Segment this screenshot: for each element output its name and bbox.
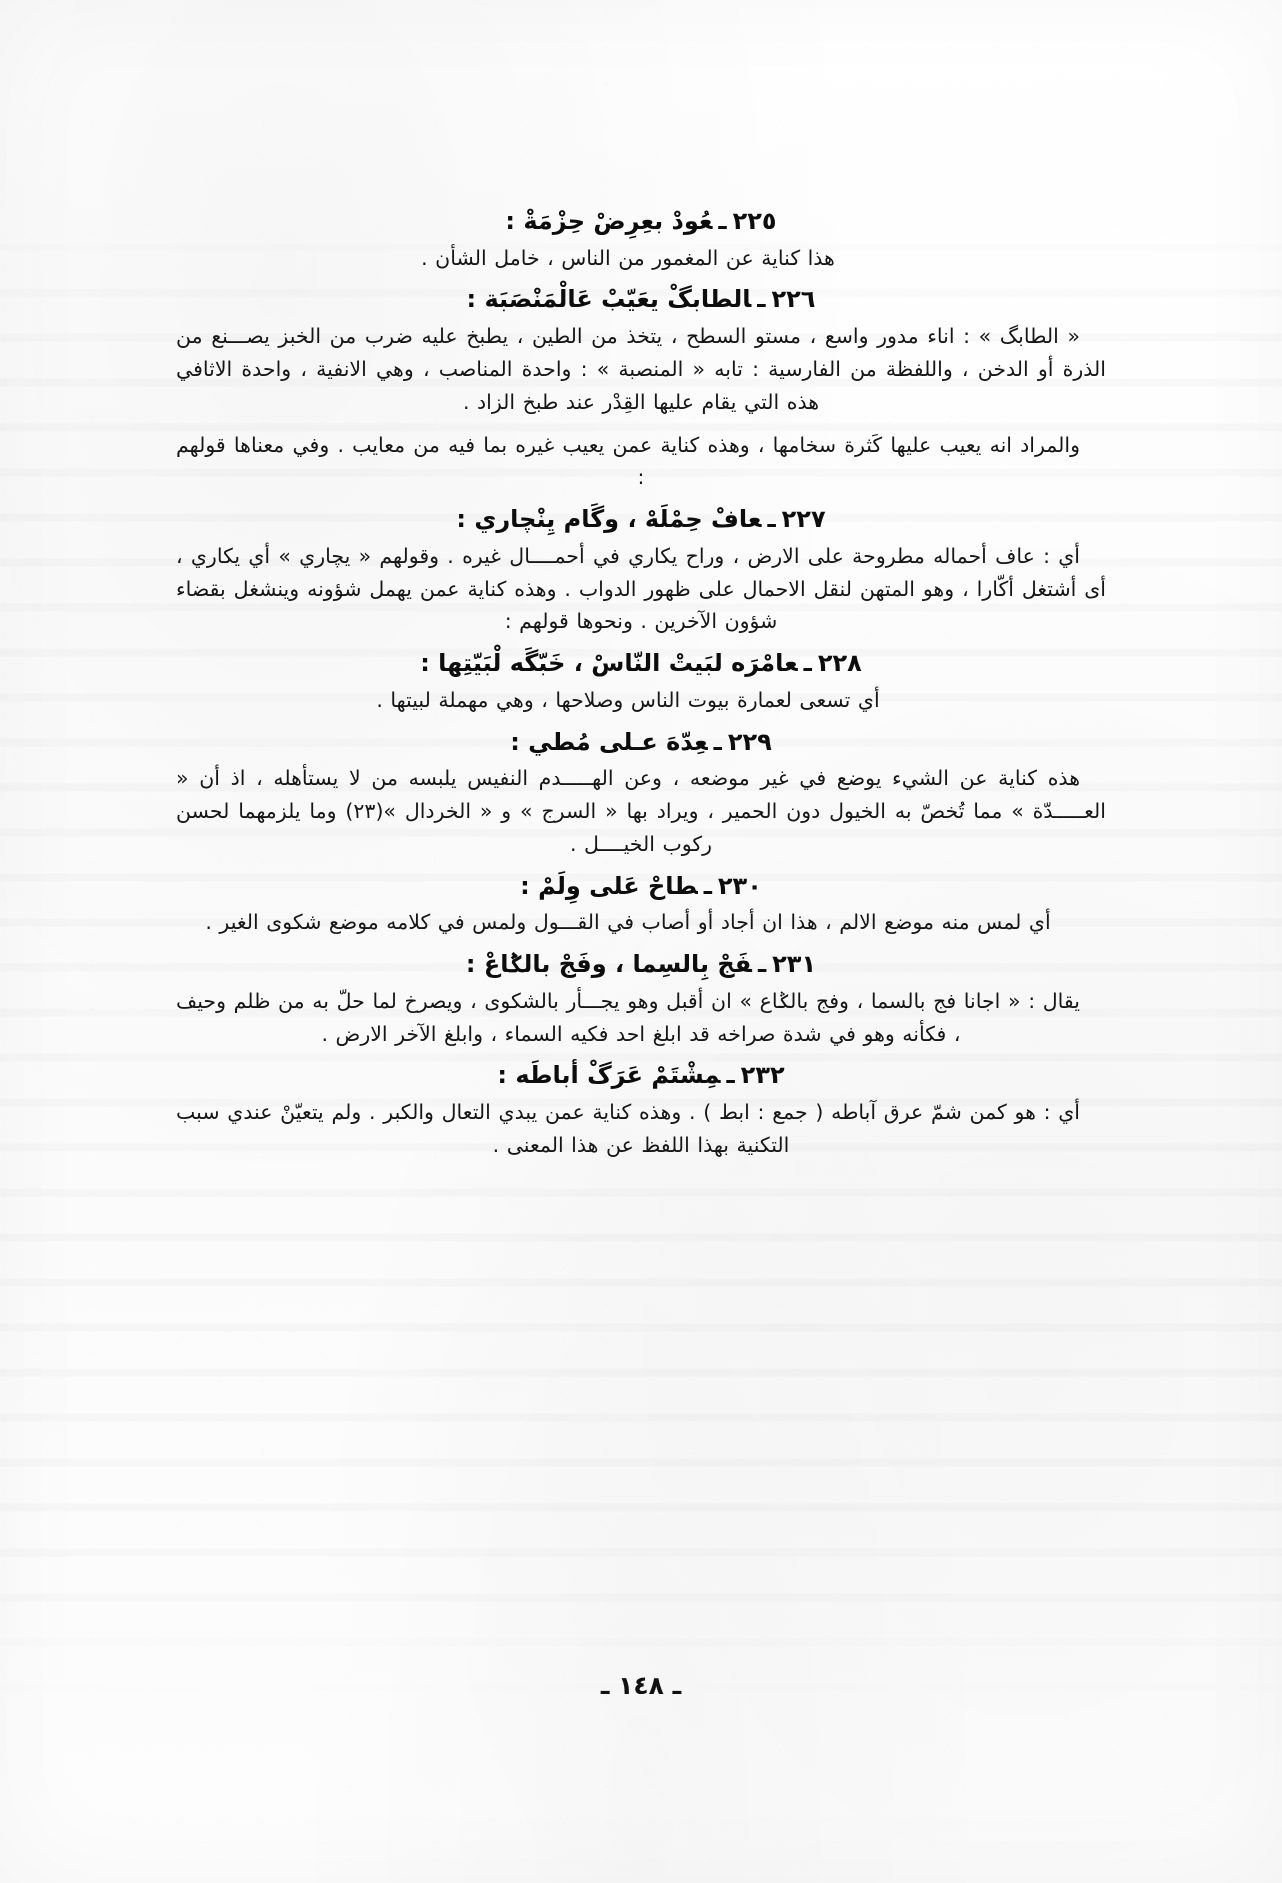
entry-number: ٢٣٢ — [740, 1061, 785, 1090]
entry-heading — [176, 504, 1106, 536]
entry-title: طاحْ عَلى وِلَمْ : — [520, 871, 698, 900]
entry-number: ٢٢٨ — [817, 649, 862, 678]
dictionary-entry — [176, 727, 1106, 861]
entry-title: الطابگْ يعَيّبْ عَالْمَنْصَبَة : — [466, 285, 752, 314]
dictionary-entry — [176, 871, 1106, 939]
entry-paragraph: أي لمس منه موضع الالم ، هذا ان أجاد أو أصاب في القـــول ولمس في كلامه موضع شكوى الغير . — [205, 910, 1051, 935]
entry-number: ٢٣٠ — [717, 871, 762, 900]
dictionary-entry — [176, 206, 1106, 274]
dictionary-entry — [176, 284, 1106, 494]
entry-dash: ـ — [757, 950, 767, 979]
entry-title: عامْرَه لبَيتْ النّاسْ ، خَبّگَه لْبَيّتِها : — [420, 649, 798, 678]
entry-paragraph: أي تسعى لعمارة بيوت الناس وصلاحها ، وهي مهملة لبيتها . — [376, 687, 880, 712]
entry-dash: ـ — [803, 649, 812, 678]
entry-paragraph: « الطابگ » : اناء مدور واسع ، مستو السطح ، يتخذ من الطين ، يطبخ عليه ضرب من الخبز يصـــنع من الذرة أو الدخن ، واللفظة من الفارسية : تابه « المنصبة » : واحدة المناصب ، وهي الانفية ، واحدة الاثافي هذه التي يقام عليها القِدْر عند طبخ الزاد . — [176, 324, 1106, 414]
entry-dash: ـ — [718, 207, 727, 235]
entry-heading — [176, 871, 1106, 903]
dictionary-entry — [176, 504, 1106, 638]
entry-title: عُودْ بعِرِضْ حِزْمَةْ : — [505, 207, 713, 235]
entry-heading — [176, 1060, 1106, 1092]
entry-title: عافْ حِمْلَهْ ، وگَام يِنْچاري : — [456, 505, 762, 534]
entry-dash: ـ — [757, 285, 766, 314]
entry-dash: ـ — [713, 727, 722, 756]
entry-number: ٢٣١ — [772, 950, 817, 979]
page-number: ـ ١٤٨ ـ — [600, 1671, 682, 1700]
entry-number: ٢٢٩ — [727, 727, 772, 756]
entry-heading — [176, 648, 1106, 680]
entry-title: مِشْتَمْ عَرَگْ أباطَه : — [497, 1061, 721, 1090]
entry-heading — [176, 284, 1106, 316]
dictionary-entry — [176, 949, 1106, 1050]
entry-dash: ـ — [767, 505, 776, 534]
entry-paragraph: والمراد انه يعيب عليها كَثرة سخامها ، وهذه كناية عمن يعيب غيره بما فيه من معايب . وفي معناها قولهم : — [176, 432, 1080, 490]
entry-number: ٢٢٥ — [732, 207, 777, 235]
entry-paragraph: أي : عاف أحماله مطروحة على الارض ، وراح يكاري في أحمــــال غيره . وقولهم « يچاري » أي يكاري ، أى أشتغل أكّارا ، وهو المتهن لنقل الاحمال على ظهور الدواب . وهذه كناية عمن يهمل شؤونه وينشغل بقضاء شؤون الآخرين . ونحوها قولهم : — [176, 543, 1106, 634]
entry-heading — [176, 949, 1106, 981]
entry-paragraph: هذه كناية عن الشيء يوضع في غير موضعه ، وعن الهـــــدم النفيس يلبسه من لا يستأهله ، اذ أن « العـــــدّة » مما تُخصّ به الخيول دون الحمير ، ويراد بها « السرج » و « الخردال »(٢٣) وما يلزمهما لحسن ركوب الخيــــل . — [176, 766, 1106, 856]
entry-paragraph: أي : هو كمن شمّ عرق آباطه ( جمع : ابط ) . وهذه كناية عمن يبدي التعال والكبر . ولم يتعيّنْ عندي سبب التكنية بهذا اللفظ عن هذا المعنى . — [176, 1100, 1080, 1157]
entry-heading — [176, 727, 1106, 759]
entry-paragraph: يقال : « اجانا فج بالسما ، وفج بالݣاع » ان أقبل وهو يجـــأر بالشكوى ، ويصرخ لما حلّ به من ظلم وحيف ، فكأنه وهو في شدة صراخه قد ابلغ احد فكيه السماء ، وابلغ الآخر الارض . — [176, 988, 1080, 1046]
page-content — [176, 206, 1106, 1172]
entry-heading — [176, 206, 1106, 238]
dictionary-entry — [176, 1060, 1106, 1161]
entry-dash: ـ — [703, 871, 712, 900]
entry-title: فَجْ بِالسِما ، وفَجْ بالݣاعْ : — [465, 950, 752, 979]
entry-paragraph: هذا كناية عن المغمور من الناس ، خامل الشأن . — [421, 245, 835, 270]
entry-number: ٢٢٧ — [781, 505, 826, 534]
entry-number: ٢٢٦ — [771, 285, 816, 314]
dictionary-entry — [176, 648, 1106, 716]
entry-title: عِدّهَ عـلى مُطي : — [510, 727, 708, 756]
entry-dash: ـ — [726, 1061, 735, 1090]
